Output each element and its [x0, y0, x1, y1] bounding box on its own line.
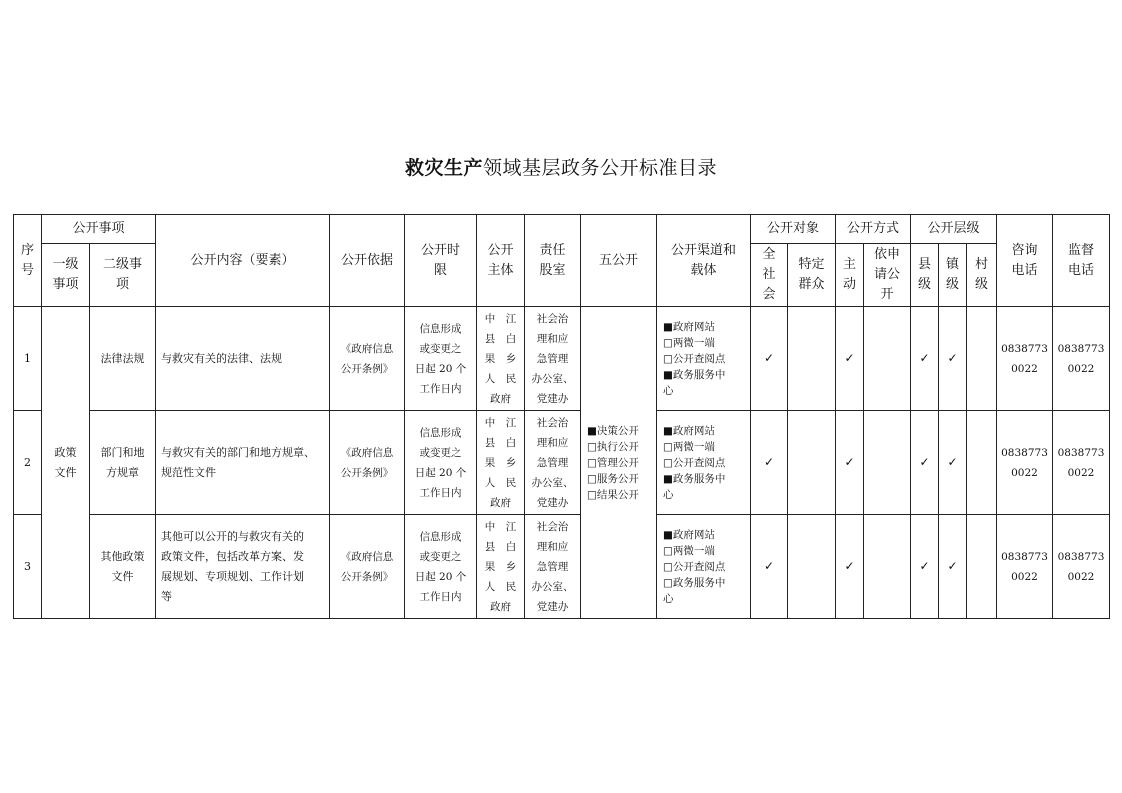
- header-target-specific: 特定 群众: [788, 244, 836, 307]
- row-supervise: 0838773 0022: [1053, 515, 1110, 619]
- row-time: 信息形成 或变更之 日起 20 个 工作日内: [405, 411, 477, 515]
- header-matter: 公开事项: [42, 215, 156, 244]
- row-level2: 法律法规: [90, 307, 156, 411]
- check-village: [967, 307, 997, 411]
- header-mode-apply: 依申 请公 开: [864, 244, 911, 307]
- row-content: 与救灾有关的部门和地方规章、 规范性文件: [156, 411, 330, 515]
- check-active: ✓: [836, 307, 864, 411]
- header-subject: 公开 主体: [477, 215, 525, 307]
- header-target-all: 全 社 会: [751, 244, 788, 307]
- row-dept: 社会治 理和应 急管理 办公室、 党建办: [525, 307, 581, 411]
- title-rest: 领域基层政务公开标准目录: [483, 157, 718, 179]
- row-subject: 中 江 县 白 果 乡 人 民 政府: [477, 307, 525, 411]
- check-county: ✓: [911, 411, 939, 515]
- header-five: 五公开: [581, 215, 657, 307]
- check-apply: [864, 307, 911, 411]
- check-town: ✓: [939, 411, 967, 515]
- row-content: 与救灾有关的法律、法规: [156, 307, 330, 411]
- header-mode-active: 主 动: [836, 244, 864, 307]
- row-channel: ■政府网站 □两微一端 □公开查阅点 ■政务服务中 心: [657, 411, 751, 515]
- row-consult: 0838773 0022: [997, 515, 1053, 619]
- table-row: [14, 307, 1110, 411]
- check-all: ✓: [751, 411, 788, 515]
- row-basis: 《政府信息 公开条例》: [330, 411, 405, 515]
- header-time: 公开时 限: [405, 215, 477, 307]
- header-channel: 公开渠道和 载体: [657, 215, 751, 307]
- header-target: 公开对象: [751, 215, 836, 244]
- row-content: 其他可以公开的与救灾有关的 政策文件，包括改革方案、发 展规划、专项规划、工作计划 等: [156, 515, 330, 619]
- row-dept: 社会治 理和应 急管理 办公室、 党建办: [525, 411, 581, 515]
- row-consult: 0838773 0022: [997, 411, 1053, 515]
- header-level: 公开层级: [911, 215, 997, 244]
- check-active: ✓: [836, 515, 864, 619]
- header-mode: 公开方式: [836, 215, 911, 244]
- row-dept: 社会治 理和应 急管理 办公室、 党建办: [525, 515, 581, 619]
- header-level2: 二级事 项: [90, 244, 156, 307]
- check-apply: [864, 411, 911, 515]
- row-channel: ■政府网站 □两微一端 □公开查阅点 ■政务服务中 心: [657, 307, 751, 411]
- header-content: 公开内容（要素）: [156, 215, 330, 307]
- row-supervise: 0838773 0022: [1053, 411, 1110, 515]
- header-seq: 序 号: [14, 215, 42, 307]
- check-specific: [788, 411, 836, 515]
- header-level1: 一级 事项: [42, 244, 90, 307]
- row-time: 信息形成 或变更之 日起 20 个 工作日内: [405, 515, 477, 619]
- check-all: ✓: [751, 307, 788, 411]
- check-all: ✓: [751, 515, 788, 619]
- check-village: [967, 411, 997, 515]
- check-active: ✓: [836, 411, 864, 515]
- check-village: [967, 515, 997, 619]
- table-row: [14, 411, 1110, 515]
- row-seq: 3: [14, 515, 42, 619]
- row-level2: 其他政策 文件: [90, 515, 156, 619]
- header-dept: 责任 股室: [525, 215, 581, 307]
- level1-item: 政策 文件: [42, 307, 90, 619]
- row-basis: 《政府信息 公开条例》: [330, 307, 405, 411]
- header-supervise: 监督 电话: [1053, 215, 1110, 307]
- title-bold: 救灾生产: [404, 157, 483, 179]
- row-basis: 《政府信息 公开条例》: [330, 515, 405, 619]
- header-town: 镇 级: [939, 244, 967, 307]
- header-consult: 咨询 电话: [997, 215, 1053, 307]
- header-village: 村 级: [967, 244, 997, 307]
- check-county: ✓: [911, 307, 939, 411]
- catalog-table: [13, 214, 1110, 619]
- row-supervise: 0838773 0022: [1053, 307, 1110, 411]
- check-apply: [864, 515, 911, 619]
- row-seq: 1: [14, 307, 42, 411]
- header-county: 县 级: [911, 244, 939, 307]
- row-subject: 中 江 县 白 果 乡 人 民 政府: [477, 411, 525, 515]
- table-row: [14, 515, 1110, 619]
- check-specific: [788, 307, 836, 411]
- row-level2: 部门和地 方规章: [90, 411, 156, 515]
- check-specific: [788, 515, 836, 619]
- row-time: 信息形成 或变更之 日起 20 个 工作日内: [405, 307, 477, 411]
- header-basis: 公开依据: [330, 215, 405, 307]
- row-seq: 2: [14, 411, 42, 515]
- check-town: ✓: [939, 515, 967, 619]
- row-subject: 中 江 县 白 果 乡 人 民 政府: [477, 515, 525, 619]
- five-open: ■决策公开 □执行公开 □管理公开 □服务公开 □结果公开: [581, 307, 657, 619]
- row-consult: 0838773 0022: [997, 307, 1053, 411]
- row-channel: ■政府网站 □两微一端 □公开查阅点 □政务服务中 心: [657, 515, 751, 619]
- check-town: ✓: [939, 307, 967, 411]
- check-county: ✓: [911, 515, 939, 619]
- page-title: [0, 153, 1122, 180]
